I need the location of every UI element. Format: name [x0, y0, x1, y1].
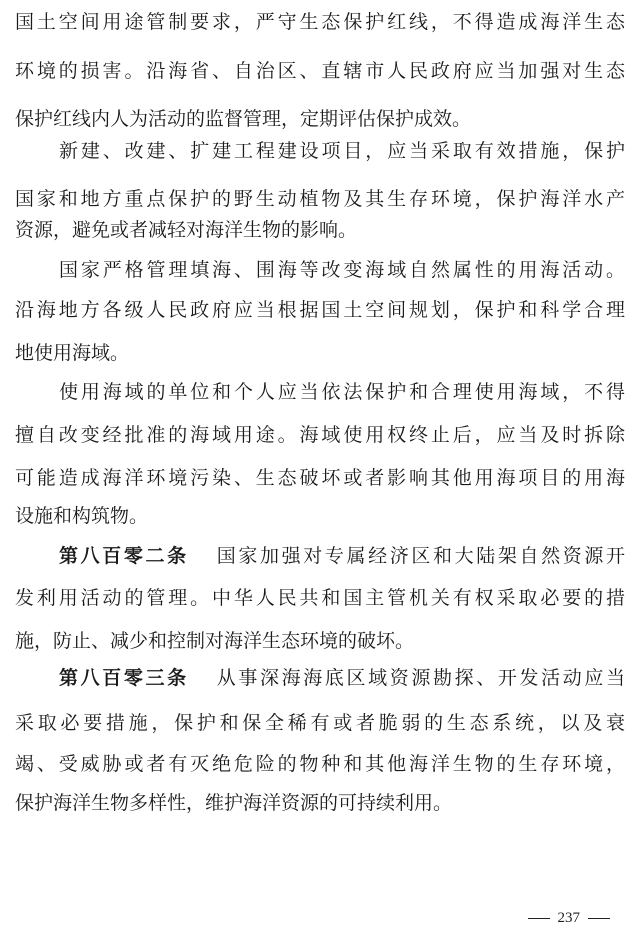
text-line: 资源，避免或者减轻对海洋生物的影响。: [15, 219, 358, 241]
text-line: 采取必要措施，保护和保全稀有或者脆弱的生态系统，以及衰: [15, 712, 625, 734]
text-line: 可能造成海洋环境污染、生态破坏或者影响其他用海项目的用海: [15, 467, 625, 489]
page-number-footer: [520, 908, 619, 928]
text-line: 保护红线内人为活动的监督管理，定期评估保护成效。: [15, 108, 472, 130]
text-line: 国家加强对专属经济区和大陆架自然资源开: [216, 545, 625, 567]
footer-dash-right: [588, 918, 610, 919]
text-line: 从事深海海底区域资源勘探、开发活动应当: [216, 667, 625, 689]
text-line: 施，防止、减少和控制对海洋生态环境的破坏。: [15, 630, 415, 652]
text-line: 地使用海域。: [15, 342, 130, 364]
text-line: 保护海洋生物多样性，维护海洋资源的可持续利用。: [15, 792, 453, 814]
footer-dash-left: [528, 918, 550, 919]
text-line: 环境的损害。沿海省、自治区、直辖市人民政府应当加强对生态: [15, 60, 625, 82]
text-line: 国家和地方重点保护的野生动植物及其生存环境，保护海洋水产: [15, 188, 625, 210]
text-line: 设施和构筑物。: [15, 505, 149, 527]
article-number: 第八百零三条: [59, 667, 189, 689]
text-line: 竭、受威胁或者有灭绝危险的物种和其他海洋生物的生存环境，: [15, 753, 625, 775]
text-line: 使用海域的单位和个人应当依法保护和合理使用海域，不得: [59, 381, 625, 403]
text-line: 新建、改建、扩建工程建设项目，应当采取有效措施，保护: [59, 140, 625, 162]
text-line: 沿海地方各级人民政府应当根据国土空间规划，保护和科学合理: [15, 299, 625, 321]
text-line: 国家严格管理填海、围海等改变海域自然属性的用海活动。: [59, 259, 625, 281]
page-number: 237: [557, 910, 580, 926]
article-first-line: [59, 542, 625, 570]
article-number: 第八百零二条: [59, 545, 189, 567]
article-first-line: [59, 664, 625, 692]
text-line: 国土空间用途管制要求，严守生态保护红线，不得造成海洋生态: [15, 11, 625, 33]
text-line: 发利用活动的管理。中华人民共和国主管机关有权采取必要的措: [15, 587, 625, 609]
text-line: 擅自改变经批准的海域用途。海域使用权终止后，应当及时拆除: [15, 424, 625, 446]
